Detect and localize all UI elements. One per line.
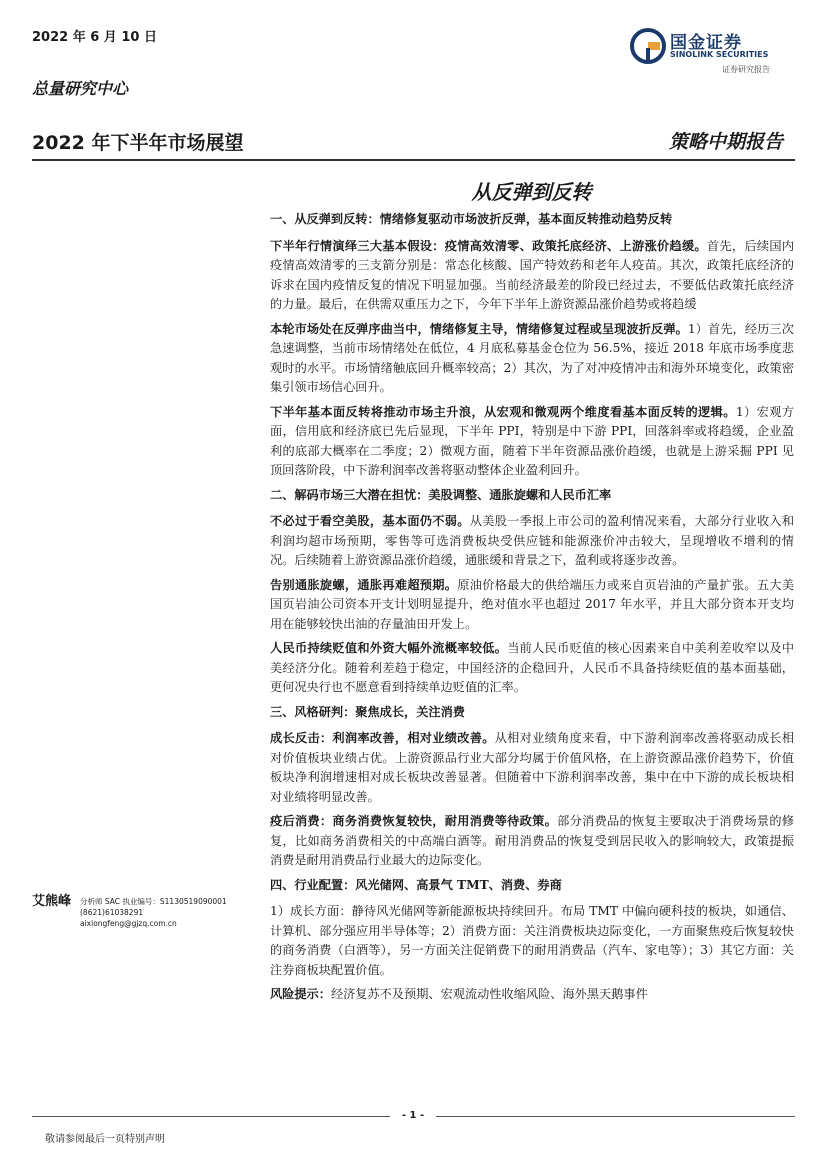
- paragraph-text: 部分消费品的恢复主要取决于消费场景的修复，比如商务消费相关的中高端白酒等。耐用消费品的恢复受到居民收入的影响较大，政策提振消费是耐用消费品行业最大的边际变化。: [270, 814, 795, 867]
- document-title: 2022 年下半年市场展望: [32, 132, 244, 154]
- paragraph: [270, 812, 794, 871]
- paragraph-lead: 告别通胀旋螺，通胀再难超预期。: [270, 577, 458, 592]
- risk-label: 风险提示：: [270, 987, 331, 1001]
- paragraph: [270, 576, 794, 635]
- paragraph-lead: 本轮市场处在反弹序曲当中，情绪修复主导，情绪修复过程或呈现波折反弹。: [270, 321, 688, 336]
- paragraph: [270, 729, 794, 807]
- paragraph: [270, 902, 794, 980]
- footer-disclaimer: 敬请参阅最后一页特别声明: [45, 1134, 165, 1145]
- section-heading: 三、风格研判：聚焦成长，关注消费: [270, 704, 465, 719]
- paragraph-text: 从相对业绩角度来看，中下游利润率改善将驱动成长相对价值板块业绩占优。上游资源品行业大部分均属于价值风格，在上游资源品涨价趋势下，价值板块净利润增速相对成长板块改善显著。但随着中下游利润率改善，集中在中下游的成长板块相对业绩将明显改善。: [270, 731, 795, 804]
- paragraph-lead: 人民币持续贬值和外资大幅外流概率较低。: [270, 641, 508, 655]
- author-info: [80, 896, 227, 929]
- paragraph-lead: 下半年基本面反转将推动市场主升浪，从宏观和微观两个维度看基本面反转的逻辑。: [270, 404, 736, 419]
- report-date: 2022 年 6 月 10 日: [32, 30, 157, 45]
- paragraph-lead: 成长反击：利润率改善，相对业绩改善。: [270, 731, 495, 745]
- paragraph-lead: 不必过于看空美股，基本面仍不弱。: [270, 514, 470, 528]
- paragraph-text: 1）宏观方面，信用底和经济底已先后显现，下半年 PPI，特别是中下游 PPI，回落斜率或将趋缓，企业盈利的底部大概率在二季度；2）微观方面，随着下半年资源品涨价趋缓，也就是上游采掘 PPI 见顶回落阶段，中下游利润率改善将驱动整体企业盈利回升。: [270, 404, 794, 477]
- paragraph-text: 1）成长方面：静待风光储网等新能源板块持续回升。布局 TMT 中偏向硬科技的板块，如通信、计算机、部分强应用半导体等；2）消费方面：关注消费板块边际变化，一方面聚焦疫后恢复较快的商务消费（白酒等），另一方面关注促销费下的耐用消费品（汽车、家电等）；3）其它方面：关注券商板块配置价值。: [270, 904, 794, 977]
- paragraph-text: 当前人民币贬值的核心因素来自中美利差收窄以及中美经济分化。随着利差趋于稳定，中国经济的企稳回升，人民币不具备持续贬值的基本面基础，更何况央行也不愿意看到持续单边贬值的汇率。: [270, 641, 795, 694]
- author-license: 分析师 SAC 执业编号：S1130519090001: [80, 897, 227, 906]
- paragraph-text: 1）首先，经历三次急速调整，当前市场情绪处在低位，4 月底私募基金仓位为 56.5%，接近 2018 年底市场季度悲观时的水平。市场情绪触底回升概率较高；2）其次，为了对冲疫情冲击和海外环境变化，政策密集引领市场信心回升。: [270, 321, 794, 394]
- company-logo: [630, 22, 800, 78]
- logo-name-cn: 国金证券: [670, 33, 742, 53]
- paragraph: [270, 512, 794, 571]
- header-divider: [32, 159, 795, 161]
- page-number: - 1 -: [390, 1110, 436, 1121]
- paragraph-text: 首先，后续国内疫情高效清零的三支箭分别是：常态化核酸、国产特效药和老年人疫苗。其次，政策托底经济的诉求在国内疫情反复的情况下明显加强。当前经济最差的阶段已经过去，不要低估政策托底经济的力量。最后，在供需双重压力之下，今年下半年上游资源品涨价趋势或将趋缓: [270, 238, 795, 311]
- main-title: 从反弹到反转: [471, 180, 592, 204]
- paragraph-lead: 下半年行情演绎三大基本假设：疫情高效清零、政策托底经济、上游涨价趋缓。: [270, 238, 707, 253]
- section-heading: 一、从反弹到反转：情绪修复驱动市场波折反弹，基本面反转推动趋势反转: [270, 212, 673, 226]
- section-heading: 四、行业配置：风光储网、高景气 TMT、消费、券商: [270, 877, 562, 892]
- logo-emblem-icon: [630, 28, 666, 64]
- paragraph: [270, 403, 794, 481]
- author-email[interactable]: aixiongfeng@gjzq.com.cn: [80, 919, 177, 928]
- paragraph-lead: 疫后消费：商务消费恢复较快，耐用消费等待政策。: [270, 814, 558, 828]
- risk-text: 经济复苏不及预期、宏观流动性收缩风险、海外黑天鹅事件: [330, 987, 648, 1001]
- paragraph-text: 从美股一季报上市公司的盈利情况来看，大部分行业收入和利润均超市场预期，零售等可选消费板块受供应链和能源涨价冲击较大，呈现增收不增利的情况。后续随着上游资源品涨价趋缓，通胀缓和背景之下，盈利或将逐步改善。: [270, 514, 795, 567]
- section-heading: 二、解码市场三大潜在担忧：美股调整、通胀旋螺和人民币汇率: [270, 487, 612, 502]
- author-phone: (8621)61038291: [80, 908, 144, 917]
- department: 总量研究中心: [32, 79, 129, 98]
- report-body: [270, 210, 794, 1010]
- report-type: 策略中期报告: [668, 131, 783, 153]
- paragraph: [270, 639, 794, 698]
- paragraph: [270, 320, 794, 398]
- logo-name-en: SINOLINK SECURITIES: [670, 50, 769, 59]
- risk-warning: [270, 985, 794, 1005]
- author-name: 艾熊峰: [32, 894, 72, 909]
- paragraph: [270, 237, 794, 315]
- paragraph-text: 原油价格最大的供给端压力或来自页岩油的产量扩张。五大美国页岩油公司资本开支计划明显提升，绝对值水平也超过 2017 年水平，并且大部分资本开支均用在能够较快出油的存量油田开发上。: [270, 577, 795, 631]
- logo-subtitle: 证券研究报告: [722, 65, 770, 74]
